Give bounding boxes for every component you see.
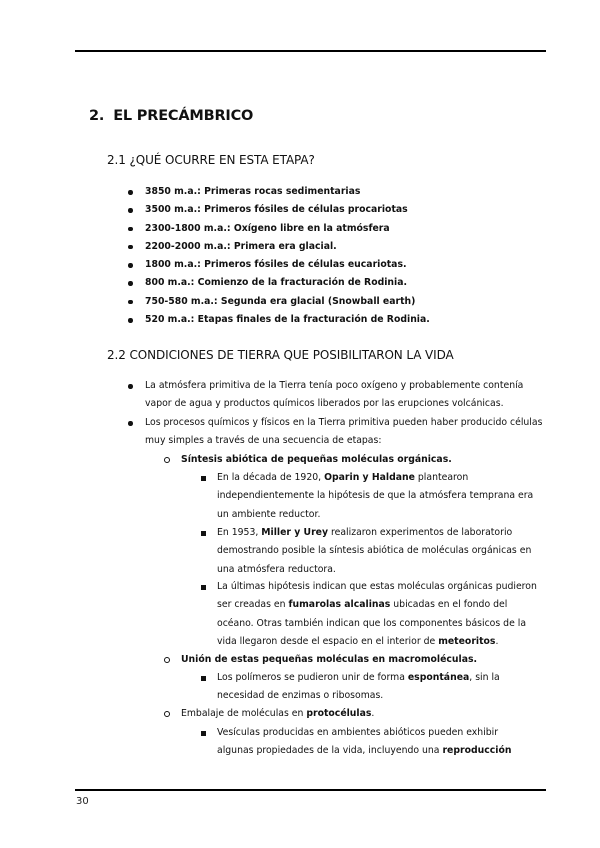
text-run: Los polímeros se pudieron unir de forma	[217, 672, 408, 683]
list-item: 750-580 m.a.: Segunda era glacial (Snowball earth)	[0, 293, 430, 311]
list-item: 520 m.a.: Etapas finales de la fracturación de Rodinia.	[0, 311, 430, 329]
text-run: Embalaje de moléculas en	[181, 708, 307, 719]
text-bold: Miller y Urey	[261, 527, 329, 538]
point-polymers	[217, 669, 537, 706]
text-bold: fumarolas alcalinas	[288, 599, 391, 611]
text-run: , sin la necesidad de enzimas o ribosomas.	[217, 672, 500, 702]
page-number: 30	[76, 796, 89, 807]
text-run: La últimas hipótesis indican que estas moléculas orgánicas pudieron ser creadas en	[217, 581, 537, 611]
point-oparin-haldane	[217, 469, 537, 524]
subsection-heading-2-1: 2.1 ¿QUÉ OCURRE EN ESTA ETAPA?	[107, 153, 315, 167]
text-bold: Oparin y Haldane	[324, 472, 415, 483]
bullet-atmosphere: La atmósfera primitiva de la Tierra tenía poco oxígeno y probablemente contenía vapor de agua y productos químicos liberados por las erupciones volcánicas.	[145, 377, 545, 414]
section-heading	[89, 108, 253, 124]
section-number: 2.	[89, 108, 105, 124]
point-latest-hypotheses	[217, 578, 537, 651]
stage-synthesis-label: Síntesis abiótica de pequeñas moléculas orgánicas.	[181, 454, 452, 465]
list-item: 2300-1800 m.a.: Oxígeno libre en la atmósfera	[0, 220, 430, 238]
text-run: En la década de 1920,	[217, 472, 325, 483]
text-run: ubicadas en el fondo del océano. Otras también indican que los componentes básicos de la vida llegaron desde el espacio en el interior de	[217, 599, 527, 647]
text-run: .	[371, 708, 375, 719]
section-title: EL PRECÁMBRICO	[113, 108, 254, 124]
stage-macromolecules	[181, 651, 541, 669]
list-item: 1800 m.a.: Primeros fósiles de células eucariotas.	[0, 256, 430, 274]
bullet-processes: Los procesos químicos y físicos en la Tierra primitiva pueden haber producido células muy simples a través de una secuencia de etapas:	[145, 414, 545, 451]
text-run: En 1953,	[217, 527, 262, 538]
text-bold: meteoritos	[438, 635, 496, 647]
point-vesicles	[217, 724, 537, 761]
text-run: plantearon independientemente la hipótesis de que la atmósfera temprana era un ambiente reductor.	[217, 472, 534, 520]
list-item: 800 m.a.: Comienzo de la fracturación de Rodinia.	[0, 274, 430, 292]
text-run: .	[495, 635, 499, 647]
stage-macromolecules-label: Unión de estas pequeñas moléculas en macromoléculas.	[181, 654, 478, 665]
stage-synthesis	[181, 451, 541, 469]
text-run: realizaron experimentos de laboratorio demostrando posible la síntesis abiótica de moléculas orgánicas en una atmósfera reductora.	[217, 527, 532, 575]
text-run: Vesículas producidas en ambientes abióticos pueden exhibir algunas propiedades de la vida, incluyendo una	[217, 727, 499, 757]
list-item: 3850 m.a.: Primeras rocas sedimentarias	[0, 183, 430, 201]
header-rule	[75, 50, 546, 52]
text-bold: reproducción	[442, 745, 512, 757]
point-miller-urey	[217, 524, 537, 579]
text-bold: protocélulas	[306, 708, 372, 719]
list-item: 3500 m.a.: Primeros fósiles de células procariotas	[0, 201, 430, 219]
text-bold: espontánea	[407, 672, 470, 683]
subsection-heading-2-2: 2.2 CONDICIONES DE TIERRA QUE POSIBILITARON LA VIDA	[107, 348, 454, 362]
timeline-list	[0, 183, 430, 329]
footer-rule	[75, 789, 546, 791]
stage-protocells	[181, 705, 541, 723]
list-item: 2200-2000 m.a.: Primera era glacial.	[0, 238, 430, 256]
